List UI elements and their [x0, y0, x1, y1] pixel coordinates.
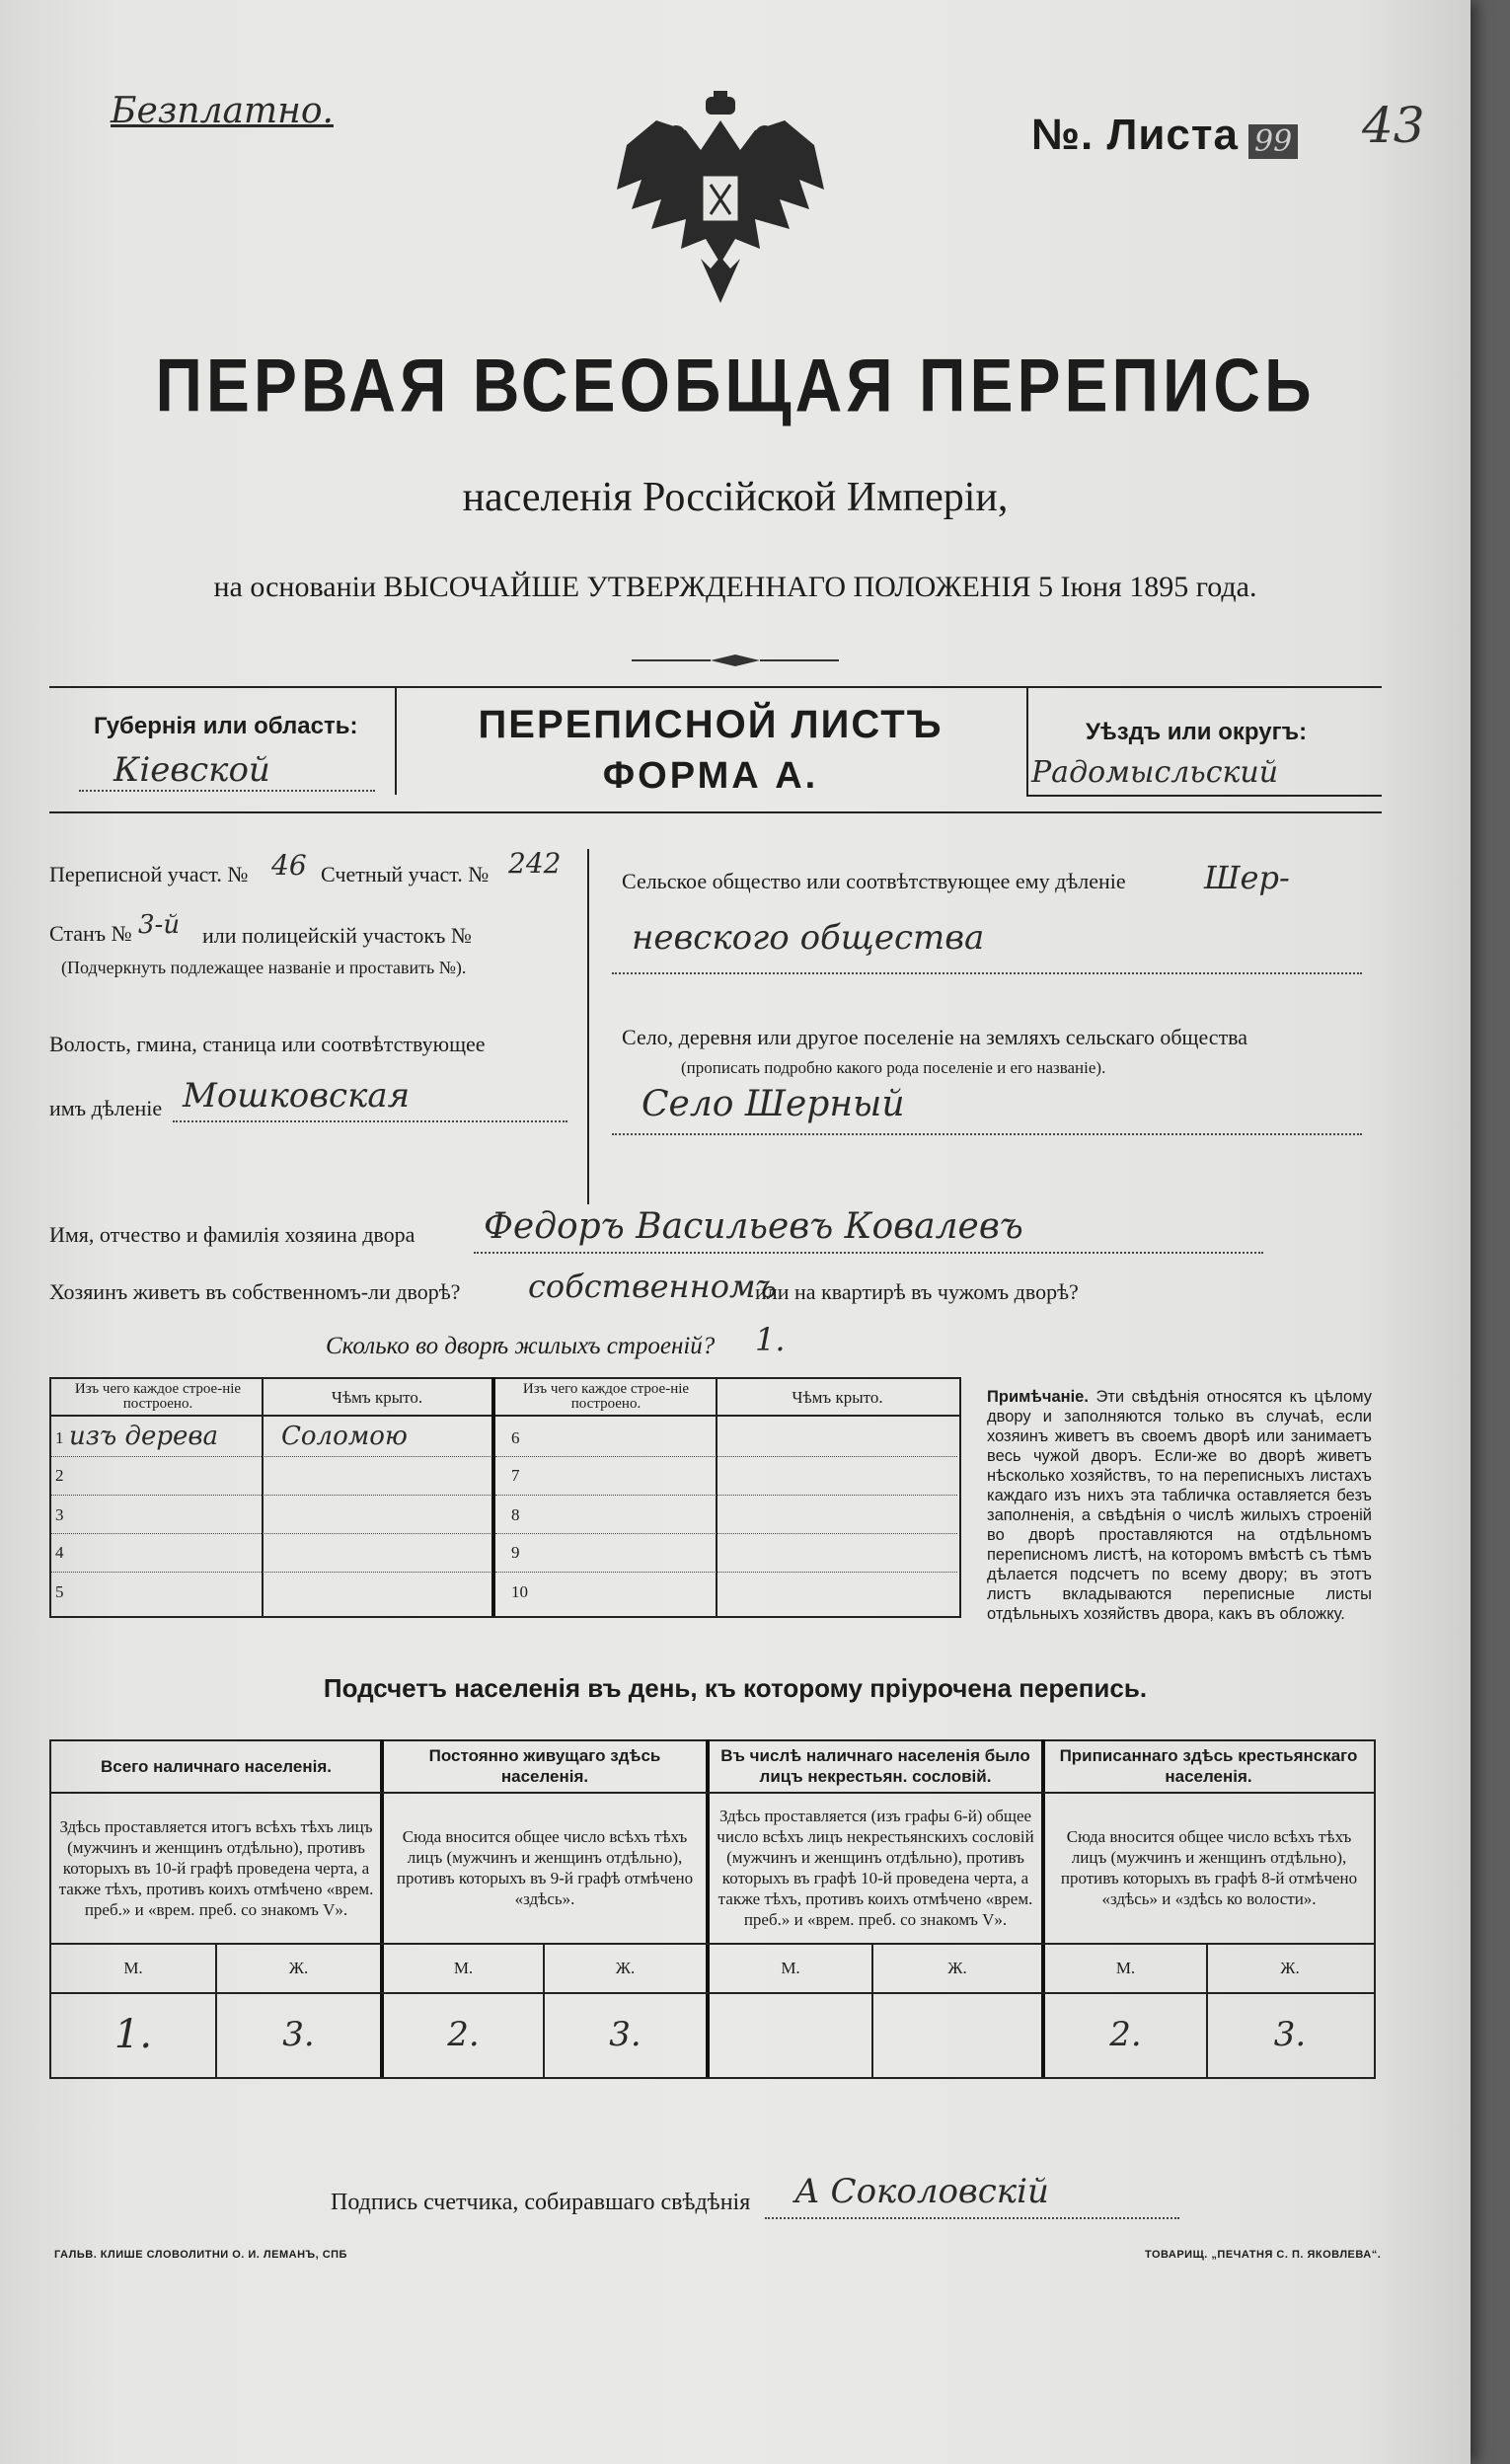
rule — [474, 1252, 1263, 1254]
village-label: Село, деревня или другое поселеніе на земляхъ сельскаго общества — [622, 1025, 1248, 1049]
pop-m-label: М. — [123, 1958, 143, 1977]
page-subtitle: населенія Россійской Имперіи, — [462, 475, 1009, 520]
rule — [51, 1572, 491, 1573]
row-num: 1 — [55, 1428, 64, 1447]
volost-value: Мошковская — [183, 1076, 411, 1116]
uezd-value: Радомысльский — [1031, 755, 1279, 790]
uezd-label: Уѣздъ или округъ: — [1086, 719, 1308, 745]
sheet-number: 43 — [1362, 97, 1425, 154]
eagle-emblem-icon — [607, 91, 834, 318]
village-value: Село Шерный — [642, 1084, 905, 1124]
gubernia-label: Губернія или область: — [94, 713, 358, 739]
pop-col-desc: Здѣсь проставляется итогъ всѣхъ тѣхъ лицъ (мужчинъ и женщинъ отдѣльно), противъ которыхъ въ 10-й графѣ проведена черта, а также тѣхъ, противъ коихъ отмѣчено «врем. преб.» и «врем. преб. со знакомъ V». — [58, 1816, 374, 1919]
row-num: 6 — [511, 1428, 520, 1447]
stan-value: 3-й — [138, 910, 181, 940]
volost-label: Волость, гмина, станица или соотвѣтствующее — [49, 1032, 486, 1056]
basis-line: на основаніи ВЫСОЧАЙШЕ УТВЕРЖДЕННАГО ПОЛОЖЕНІЯ 5 Іюня 1895 года. — [213, 571, 1257, 603]
pop-m-label: М. — [453, 1958, 474, 1977]
row-num: 10 — [511, 1582, 528, 1601]
rule — [51, 1456, 491, 1457]
row-num: 7 — [511, 1466, 520, 1485]
pop-f-value: 3. — [609, 2015, 642, 2054]
uchastok-label: Переписной участ. № — [49, 862, 249, 886]
gubernia-value: Кіевской — [113, 750, 270, 790]
pop-f-value — [873, 1994, 1041, 2075]
rule — [495, 1572, 957, 1573]
rule — [49, 686, 1382, 688]
stan-note: (Подчеркнуть подлежащее названіе и проставить №). — [61, 958, 467, 977]
stan-label: Станъ № — [49, 921, 132, 946]
signature-value: А Соколовскій — [794, 2172, 1049, 2211]
rule — [51, 1533, 491, 1534]
rule — [765, 2217, 1179, 2219]
rule — [1026, 686, 1028, 795]
owner-lives-alt: или на квартирѣ въ чужомъ дворѣ? — [755, 1279, 1079, 1304]
pop-col-title: Постоянно живущаго здѣсь населенія. — [428, 1746, 661, 1786]
rule — [491, 1377, 495, 1616]
footer-left: ГАЛЬВ. КЛИШЕ СЛОВОЛИТНИ О. И. ЛЕМАНЪ, СПБ — [54, 2249, 347, 2261]
buildings-value: 1. — [755, 1321, 786, 1358]
rule — [612, 972, 1362, 974]
volost-label-2: имъ дѣленіе — [49, 1096, 163, 1120]
population-heading: Подсчетъ населенія въ день, къ которому пріурочена перепись. — [323, 1673, 1148, 1703]
row-num: 8 — [511, 1505, 520, 1524]
signature-label: Подпись счетчика, собиравшаго свѣдѣнія — [331, 2190, 751, 2215]
rule — [173, 1120, 567, 1122]
note-title: Примѣчаніе. — [987, 1388, 1089, 1406]
row-roof: Соломою — [281, 1422, 408, 1451]
owner-name-label: Имя, отчество и фамилія хозяина двора — [49, 1222, 415, 1247]
owner-name-value: Федоръ Васильевъ Ковалевъ — [484, 1206, 1023, 1247]
pop-col-desc: Сюда вносится общее число всѣхъ тѣхъ лицъ (мужчинъ и женщинъ отдѣльно), противъ которыхъ въ графѣ 8-й отмѣчено «здѣсь» и «здѣсь ко волости». — [1060, 1827, 1358, 1908]
row-num: 9 — [511, 1543, 520, 1562]
rule — [79, 790, 375, 792]
free-label: Безплатно. — [111, 91, 334, 131]
col-roof: Чѣмъ крыто. — [792, 1387, 883, 1407]
pop-f-label: Ж. — [615, 1958, 636, 1977]
society-value-1: Шер- — [1204, 859, 1290, 896]
society-label: Сельское общество или соотвѣтствующее ему дѣленіе — [622, 869, 1126, 893]
ornament-divider — [632, 654, 839, 665]
pop-f-label: Ж. — [1280, 1958, 1300, 1977]
pop-m-label: М. — [781, 1958, 800, 1977]
note-text: Эти свѣдѣнія относятся къ цѣлому двору и заполняются только въ случаѣ, если хозяинъ живетъ въ своемъ дворѣ или занимаетъ весь чужой дворъ. Если-же во дворѣ живетъ нѣсколько хозяйствъ, то на переписныхъ листахъ каждаго изъ нихъ эта табличка оставляется безъ заполненія, а свѣдѣнія о числѣ жилыхъ строеній во дворѣ проставляются на отдѣльномъ переписномъ листѣ, на которомъ вмѣстѣ съ тѣмъ дѣлается подсчетъ по всему двору; въ этотъ листъ вкладываются переписные листы отдѣльныхъ хозяйствъ двора, какъ въ обложку. — [987, 1388, 1372, 1623]
schetny-label: Счетный участ. № — [321, 862, 490, 886]
form-title: ПЕРЕПИСНОЙ ЛИСТЪ — [478, 703, 944, 746]
pop-m-value: 1. — [113, 2012, 153, 2057]
society-value-2: невского общества — [632, 918, 985, 958]
police-label: или полицейскій участокъ № — [202, 923, 472, 948]
row-num: 5 — [55, 1582, 64, 1601]
pop-col-desc: Сюда вносится общее число всѣхъ тѣхъ лицъ (мужчинъ и женщинъ отдѣльно), противъ которыхъ въ 9-й графѣ отмѣчено «здѣсь». — [396, 1827, 694, 1908]
col-material: Изъ чего каждое строе-ніе построено. — [74, 1381, 242, 1412]
village-note: (прописать подробно какого рода поселеніе и его названіе). — [681, 1058, 1106, 1077]
pop-m-value: 2. — [1109, 2015, 1142, 2054]
col-roof: Чѣмъ крыто. — [331, 1387, 423, 1407]
row-num: 3 — [55, 1505, 64, 1524]
rule — [495, 1495, 957, 1496]
uchastok-value: 46 — [271, 849, 307, 882]
row-num: 4 — [55, 1543, 64, 1562]
note-block — [987, 1387, 1372, 1624]
rule — [612, 1133, 1362, 1135]
sheet-label: №. Листа — [1031, 111, 1239, 159]
rule — [51, 1495, 491, 1496]
rule — [49, 811, 1382, 813]
schetny-value: 242 — [508, 847, 562, 880]
buildings-label: Сколько во дворѣ жилыхъ строеній? — [326, 1333, 716, 1359]
pop-f-label: Ж. — [947, 1958, 967, 1977]
owner-lives-label: Хозяинъ живетъ въ собственномъ-ли дворѣ? — [49, 1279, 461, 1304]
pop-col-title: Всего наличнаго населенія. — [101, 1756, 332, 1776]
rule — [1026, 795, 1382, 797]
pop-m-value — [710, 1994, 871, 2075]
owner-lives-value: собственномъ — [528, 1268, 777, 1305]
row-material: изъ дерева — [69, 1422, 219, 1451]
pop-col-title: Въ числѣ наличнаго населенія было лицъ некрестьян. сословій. — [720, 1746, 1030, 1786]
pop-f-label: Ж. — [288, 1958, 309, 1977]
pop-col-desc: Здѣсь проставляется (изъ графы 6-й) общее число всѣхъ лицъ некрестьянскихъ сословій (мужчинъ и женщинъ отдѣльно), противъ которыхъ въ графѣ 10-й проведена черта, а также тѣхъ, противъ коихъ отмѣчено «врем. преб.» и «врем. преб. со знакомъ V». — [717, 1807, 1034, 1929]
rule — [495, 1456, 957, 1457]
col-material: Изъ чего каждое строе-ніе построено. — [522, 1381, 690, 1412]
footer-right: ТОВАРИЩ. „ПЕЧАТНЯ С. П. ЯКОВЛЕВА“. — [1145, 2249, 1382, 2261]
row-num: 2 — [55, 1466, 64, 1485]
pop-col-title: Приписаннаго здѣсь крестьянскаго населенія. — [1059, 1746, 1358, 1786]
page-title: ПЕРВАЯ ВСЕОБЩАЯ ПЕРЕПИСЬ — [155, 343, 1316, 427]
pop-f-value: 3. — [282, 2015, 315, 2054]
rule — [587, 849, 589, 1204]
rule — [49, 1415, 959, 1417]
pop-m-value: 2. — [447, 2015, 480, 2054]
pop-f-value: 3. — [1273, 2015, 1307, 2054]
sheet-number-struck: 99 — [1248, 124, 1298, 159]
rule — [49, 1792, 1374, 1794]
form-subtitle: ФОРМА А. — [602, 755, 819, 797]
rule — [495, 1533, 957, 1534]
pop-m-label: М. — [1115, 1958, 1136, 1977]
